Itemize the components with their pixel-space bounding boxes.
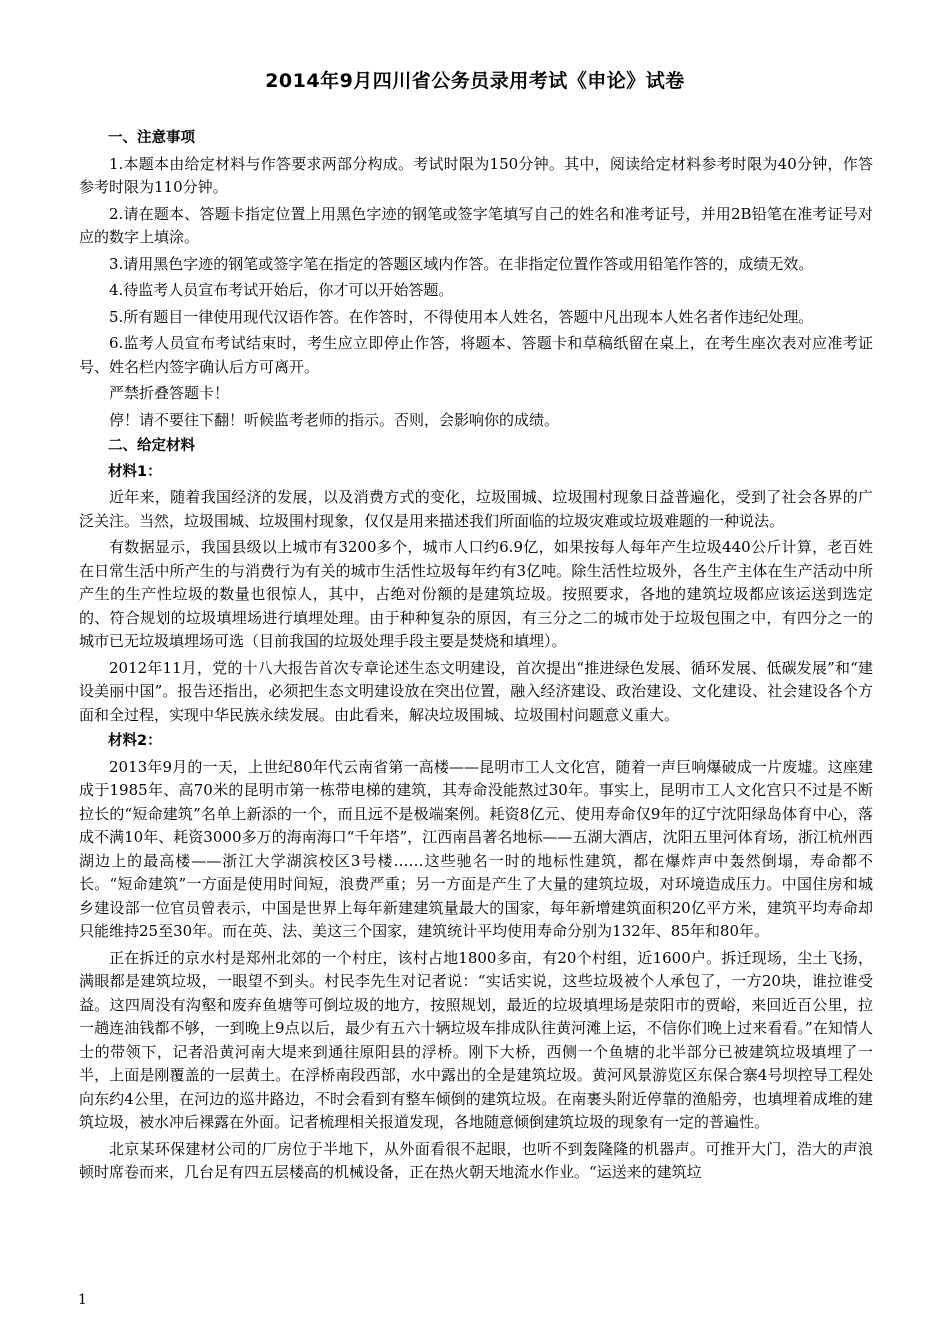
material-2-label: 材料2： [108,733,162,749]
note-paragraph: 4.待监考人员宣布考试开始后，你才可以开始答题。 [109,281,454,299]
note-warning: 严禁折叠答题卡！ [109,384,230,402]
material-1-label: 材料1： [108,463,162,480]
section-heading-notes: 一、注意事项 [108,130,195,146]
note-paragraph: 3.请用黑色字迹的钢笔或签字笔在指定的答题区域内作答。在非指定位置作答或用铅笔作答的，成绩无效。 [109,254,814,273]
note-paragraph: 2.请在题本、答题卡指定位置上用黑色字迹的钢笔或签字笔填写自己的姓名和准考证号，并用2B铅笔在准考证号对应的数字上填涂。 [79,204,873,246]
material-1-paragraph: 近年来，随着我国经济的发展，以及消费方式的变化，垃圾围城、垃圾围村现象日益普遍化，受到了社会各界的广泛关注。当然，垃圾围城、垃圾围村现象，仅仅是用来描述我们所面临的垃圾灾难或垃圾难题的一种说法。 [79,488,873,530]
material-1-paragraph: 2012年11月，党的十八大报告首次专章论述生态文明建设，首次提出“推进绿色发展、循环发展、低碳发展”和“建设美丽中国”。报告还指出，必须把生态文明建设放在突出位置，融入经济建设、政治建设、文化建设、社会建设各个方面和全过程，实现中华民族永续发展。由此看来，解决垃圾围城、垃圾围村问题意义重大。 [79,658,873,724]
material-1-paragraph: 有数据显示，我国县级以上城市有3200多个，城市人口约6.9亿，如果按每人每年产生垃圾440公斤计算，老百姓在日常生活中所产生的与消费行为有关的城市生活性垃圾每年约有3亿吨。除生活性垃圾外，各生产主体在生产活动中所产生的生产性垃圾的数量也很惊人，其中，占绝对份额的是建筑垃圾。按照要求，各地的建筑垃圾都应该运送到选定的、符合规划的垃圾填埋场进行填埋处理。由于种种复杂的原因，有三分之二的城市处于垃圾包围之中，有四分之一的城市已无垃圾填埋场可选（目前我国的垃圾处理手段主要是焚烧和填埋）。 [79,538,873,650]
document-body [79,124,873,1188]
material-2-paragraph: 正在拆迁的京水村是郑州北郊的一个村庄，该村占地1800多亩，有20个村组，近1600户。拆迁现场，尘土飞扬，满眼都是建筑垃圾，一眼望不到头。村民李先生对记者说：“实话实说，这些垃圾被个人承包了，一方20块，谁拉谁受益。这四周没有沟壑和废弃鱼塘等可倒垃圾的地方，按照规划，最近的垃圾填埋场是荥阳市的贾峪，来回近百公里，拉一趟连油钱都不够，一到晚上9点以后，最少有五六十辆垃圾车排成队往黄河滩上运，不信你们晚上过来看看。”在知情人士的带领下，记者沿黄河南大堤来到通往原阳县的浮桥。刚下大桥，西侧一个鱼塘的北半部分已被建筑垃圾填埋了一半，上面是刚覆盖的一层黄土。在浮桥南段西部，水中露出的全是建筑垃圾。黄河风景游览区东保合寨4号坝控导工程处向东约4公里，在河边的巡井路边，不时会看到有整车倾倒的建筑垃圾。在南裹头附近停靠的渔船旁，也填埋着成堆的建筑垃圾，被水冲后裸露在外面。记者梳理相关报道发现，各地随意倾倒建筑垃圾的现象有一定的普遍性。 [79,948,873,1131]
page-title: 2014年9月四川省公务员录用考试《申论》试卷 [265,70,685,92]
page-number: 1 [78,1292,87,1308]
note-paragraph: 5.所有题目一律使用现代汉语作答。在作答时，不得使用本人姓名，答题中凡出现本人姓名者作违纪处理。 [109,307,814,326]
note-paragraph: 6.监考人员宣布考试结束时，考生应立即停止作答，将题本、答题卡和草稿纸留在桌上，在考生座次表对应准考证号、姓名栏内签字确认后方可离开。 [79,334,873,376]
material-2-paragraph: 北京某环保建材公司的厂房位于半地下，从外面看很不起眼，也听不到轰隆隆的机器声。可推开大门，浩大的声浪顿时席卷而来，几台足有四五层楼高的机械设备，正在热火朝天地流水作业。“运送来的建筑垃 [79,1139,873,1181]
section-heading-materials: 二、给定材料 [108,438,195,454]
note-stop: 停！请不要往下翻！听候监考老师的指示。否则，会影响你的成绩。 [109,410,560,429]
note-paragraph: 1.本题本由给定材料与作答要求两部分构成。考试时限为150分钟。其中，阅读给定材料参考时限为40分钟，作答参考时限为110分钟。 [79,154,873,196]
material-2-paragraph: 2013年9月的一天，上世纪80年代云南省第一高楼——昆明市工人文化宫，随着一声巨响爆破成一片废墟。这座建成于1985年、高70米的昆明市第一栋带电梯的建筑，其寿命没能熬过30年。事实上，昆明市工人文化宫只不过是不断拉长的“短命建筑”名单上新添的一个，而且远不是极端案例。耗资8亿元、使用寿命仅9年的辽宁沈阳绿岛体育中心，落成不满10年、耗资3000多万的海南海口“千年塔”，江西南昌著名地标——五湖大酒店，沈阳五里河体育场，浙江杭州西湖边上的最高楼——浙江大学湖滨校区3号楼……这些驰名一时的地标性建筑，都在爆炸声中轰然倒塌，寿命都不长。“短命建筑”一方面是使用时间短，浪费严重；另一方面是产生了大量的建筑垃圾，对环境造成压力。中国住房和城乡建设部一位官员曾表示，中国是世界上每年新建建筑量最大的国家，每年新增建筑面积20亿平方米，建筑平均寿命却只能维持25至30年。而在英、法、美这三个国家，建筑统计平均使用寿命分别为132年、85年和80年。 [79,757,873,940]
